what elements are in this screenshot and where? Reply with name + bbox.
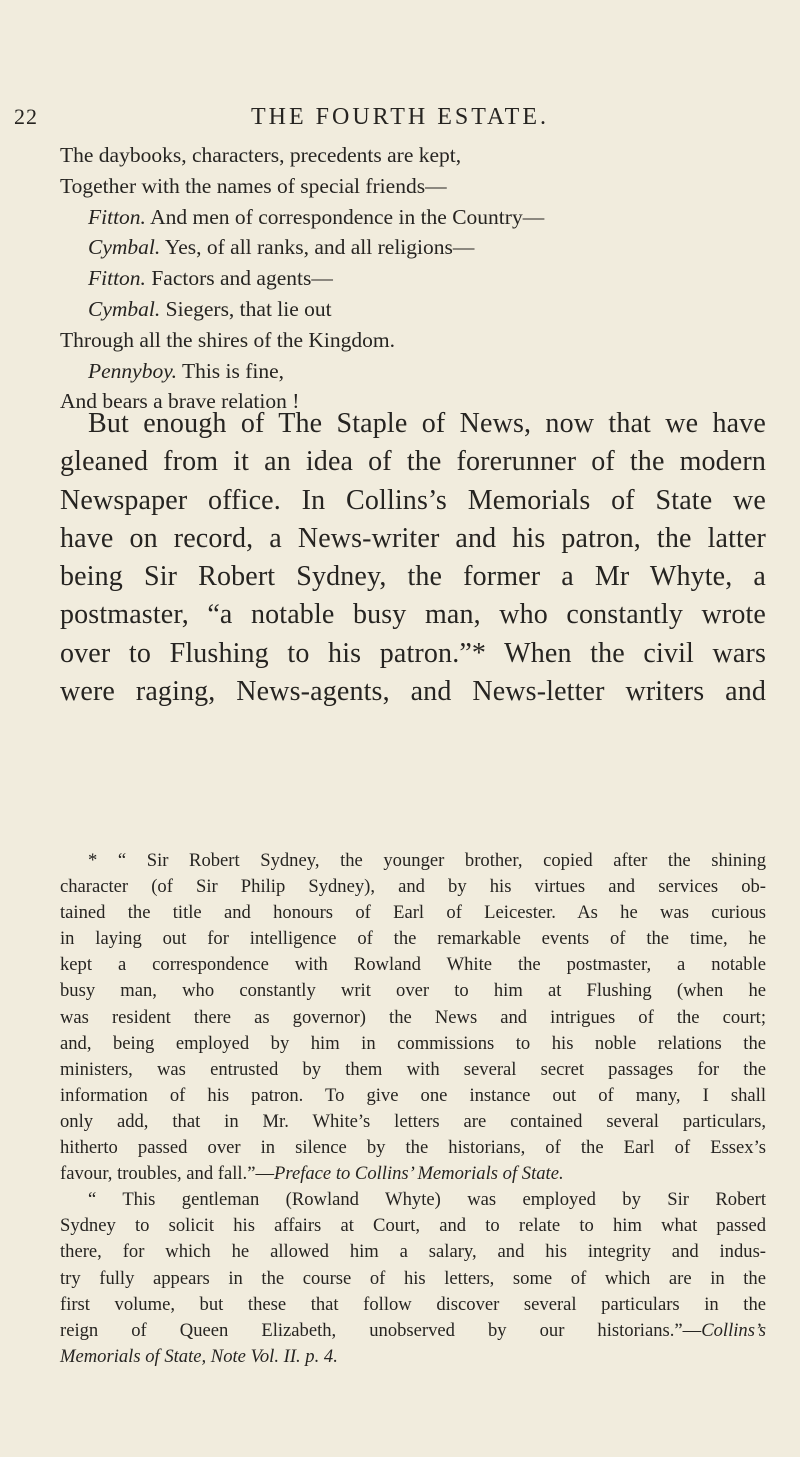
- speaker-name: Cymbal.: [88, 235, 161, 260]
- body-line: have on record, a News-writer and his patron, the latter: [60, 522, 766, 554]
- footnote-line: only add, that in Mr. White’s letters are contained several particulars,: [60, 1110, 766, 1132]
- footnote-citation: Preface to Collins’ Memorials of State.: [274, 1163, 564, 1185]
- body-line: postmaster, “a notable busy man, who constantly wrote: [60, 599, 766, 631]
- verse-quotation: [60, 140, 760, 417]
- footnote-citation: Memorials of State, Note Vol. II. p. 4.: [60, 1345, 338, 1367]
- body-line: being Sir Robert Sydney, the former a Mr Whyte, a: [60, 561, 766, 593]
- footnote-line: favour, troubles, and fall.”—Preface to Collins’ Memorials of State.: [60, 1163, 564, 1185]
- verse-line: Together with the names of special friends—: [60, 173, 447, 198]
- verse-line: Fitton. Factors and agents—: [88, 266, 333, 291]
- verse-line: And bears a brave relation !: [60, 389, 300, 414]
- verse-line: Pennyboy. This is fine,: [88, 358, 285, 383]
- footnote-line: * “ Sir Robert Sydney, the younger brother, copied after the shining: [88, 850, 766, 871]
- speaker-name: Fitton.: [88, 266, 146, 291]
- footnote: [60, 848, 766, 1370]
- body-paragraph: [60, 405, 766, 711]
- page-number: 22: [14, 104, 38, 129]
- running-title: THE FOURTH ESTATE.: [251, 104, 549, 130]
- footnote-line: busy man, who constantly writ over to him at Flushing (when he: [60, 980, 766, 1002]
- footnote-line: information of his patron. To give one instance out of many, I shall: [60, 1084, 766, 1106]
- footnote-line: tained the title and honours of Earl of Leicester. As he was curious: [60, 902, 766, 924]
- footnote-line: hitherto passed over in silence by the historians, of the Earl of Essex’s: [60, 1137, 766, 1159]
- footnote-line: was resident there as governor) the News and intrigues of the court;: [60, 1006, 766, 1028]
- body-line: But enough of The Staple of News, now that we have: [88, 408, 766, 439]
- footnote-line: in laying out for intelligence of the remarkable events of the time, he: [60, 928, 766, 950]
- footnote-line: Sydney to solicit his affairs at Court, and to relate to him what passed: [60, 1215, 766, 1237]
- footnote-line: “ This gentleman (Rowland Whyte) was employed by Sir Robert: [88, 1189, 766, 1211]
- verse-line: Cymbal. Siegers, that lie out: [88, 296, 332, 321]
- speaker-name: Pennyboy.: [88, 358, 177, 383]
- footnote-line: kept a correspondence with Rowland White the postmaster, a notable: [60, 954, 766, 976]
- verse-line: Cymbal. Yes, of all ranks, and all religions—: [88, 235, 475, 260]
- footnote-line: reign of Queen Elizabeth, unobserved by our historians.”—Collins’s: [60, 1319, 766, 1341]
- footnote-line: there, for which he allowed him a salary, and his integrity and indus-: [60, 1241, 766, 1263]
- footnote-line: first volume, but these that follow discover several particulars in the: [60, 1293, 766, 1315]
- verse-line: Fitton. And men of correspondence in the Country—: [88, 204, 545, 229]
- speaker-name: Cymbal.: [88, 296, 161, 321]
- speaker-name: Fitton.: [88, 204, 146, 229]
- body-line: were raging, News-agents, and News-letter writers and: [60, 676, 766, 708]
- verse-line: The daybooks, characters, precedents are kept,: [60, 143, 462, 167]
- verse-line: Through all the shires of the Kingdom.: [60, 327, 395, 352]
- footnote-line: try fully appears in the course of his letters, some of which are in the: [60, 1267, 766, 1289]
- body-line: Newspaper office. In Collins’s Memorials of State we: [60, 484, 766, 516]
- footnote-line: character (of Sir Philip Sydney), and by his virtues and services ob-: [60, 876, 766, 898]
- footnote-line: ministers, was entrusted by them with several secret passages for the: [60, 1058, 766, 1080]
- footnote-citation: Collins’s: [701, 1319, 766, 1341]
- body-line: over to Flushing to his patron.”* When the civil wars: [60, 637, 766, 669]
- footnote-line: and, being employed by him in commissions to his noble relations the: [60, 1032, 766, 1054]
- body-line: gleaned from it an idea of the forerunner of the modern: [60, 446, 766, 478]
